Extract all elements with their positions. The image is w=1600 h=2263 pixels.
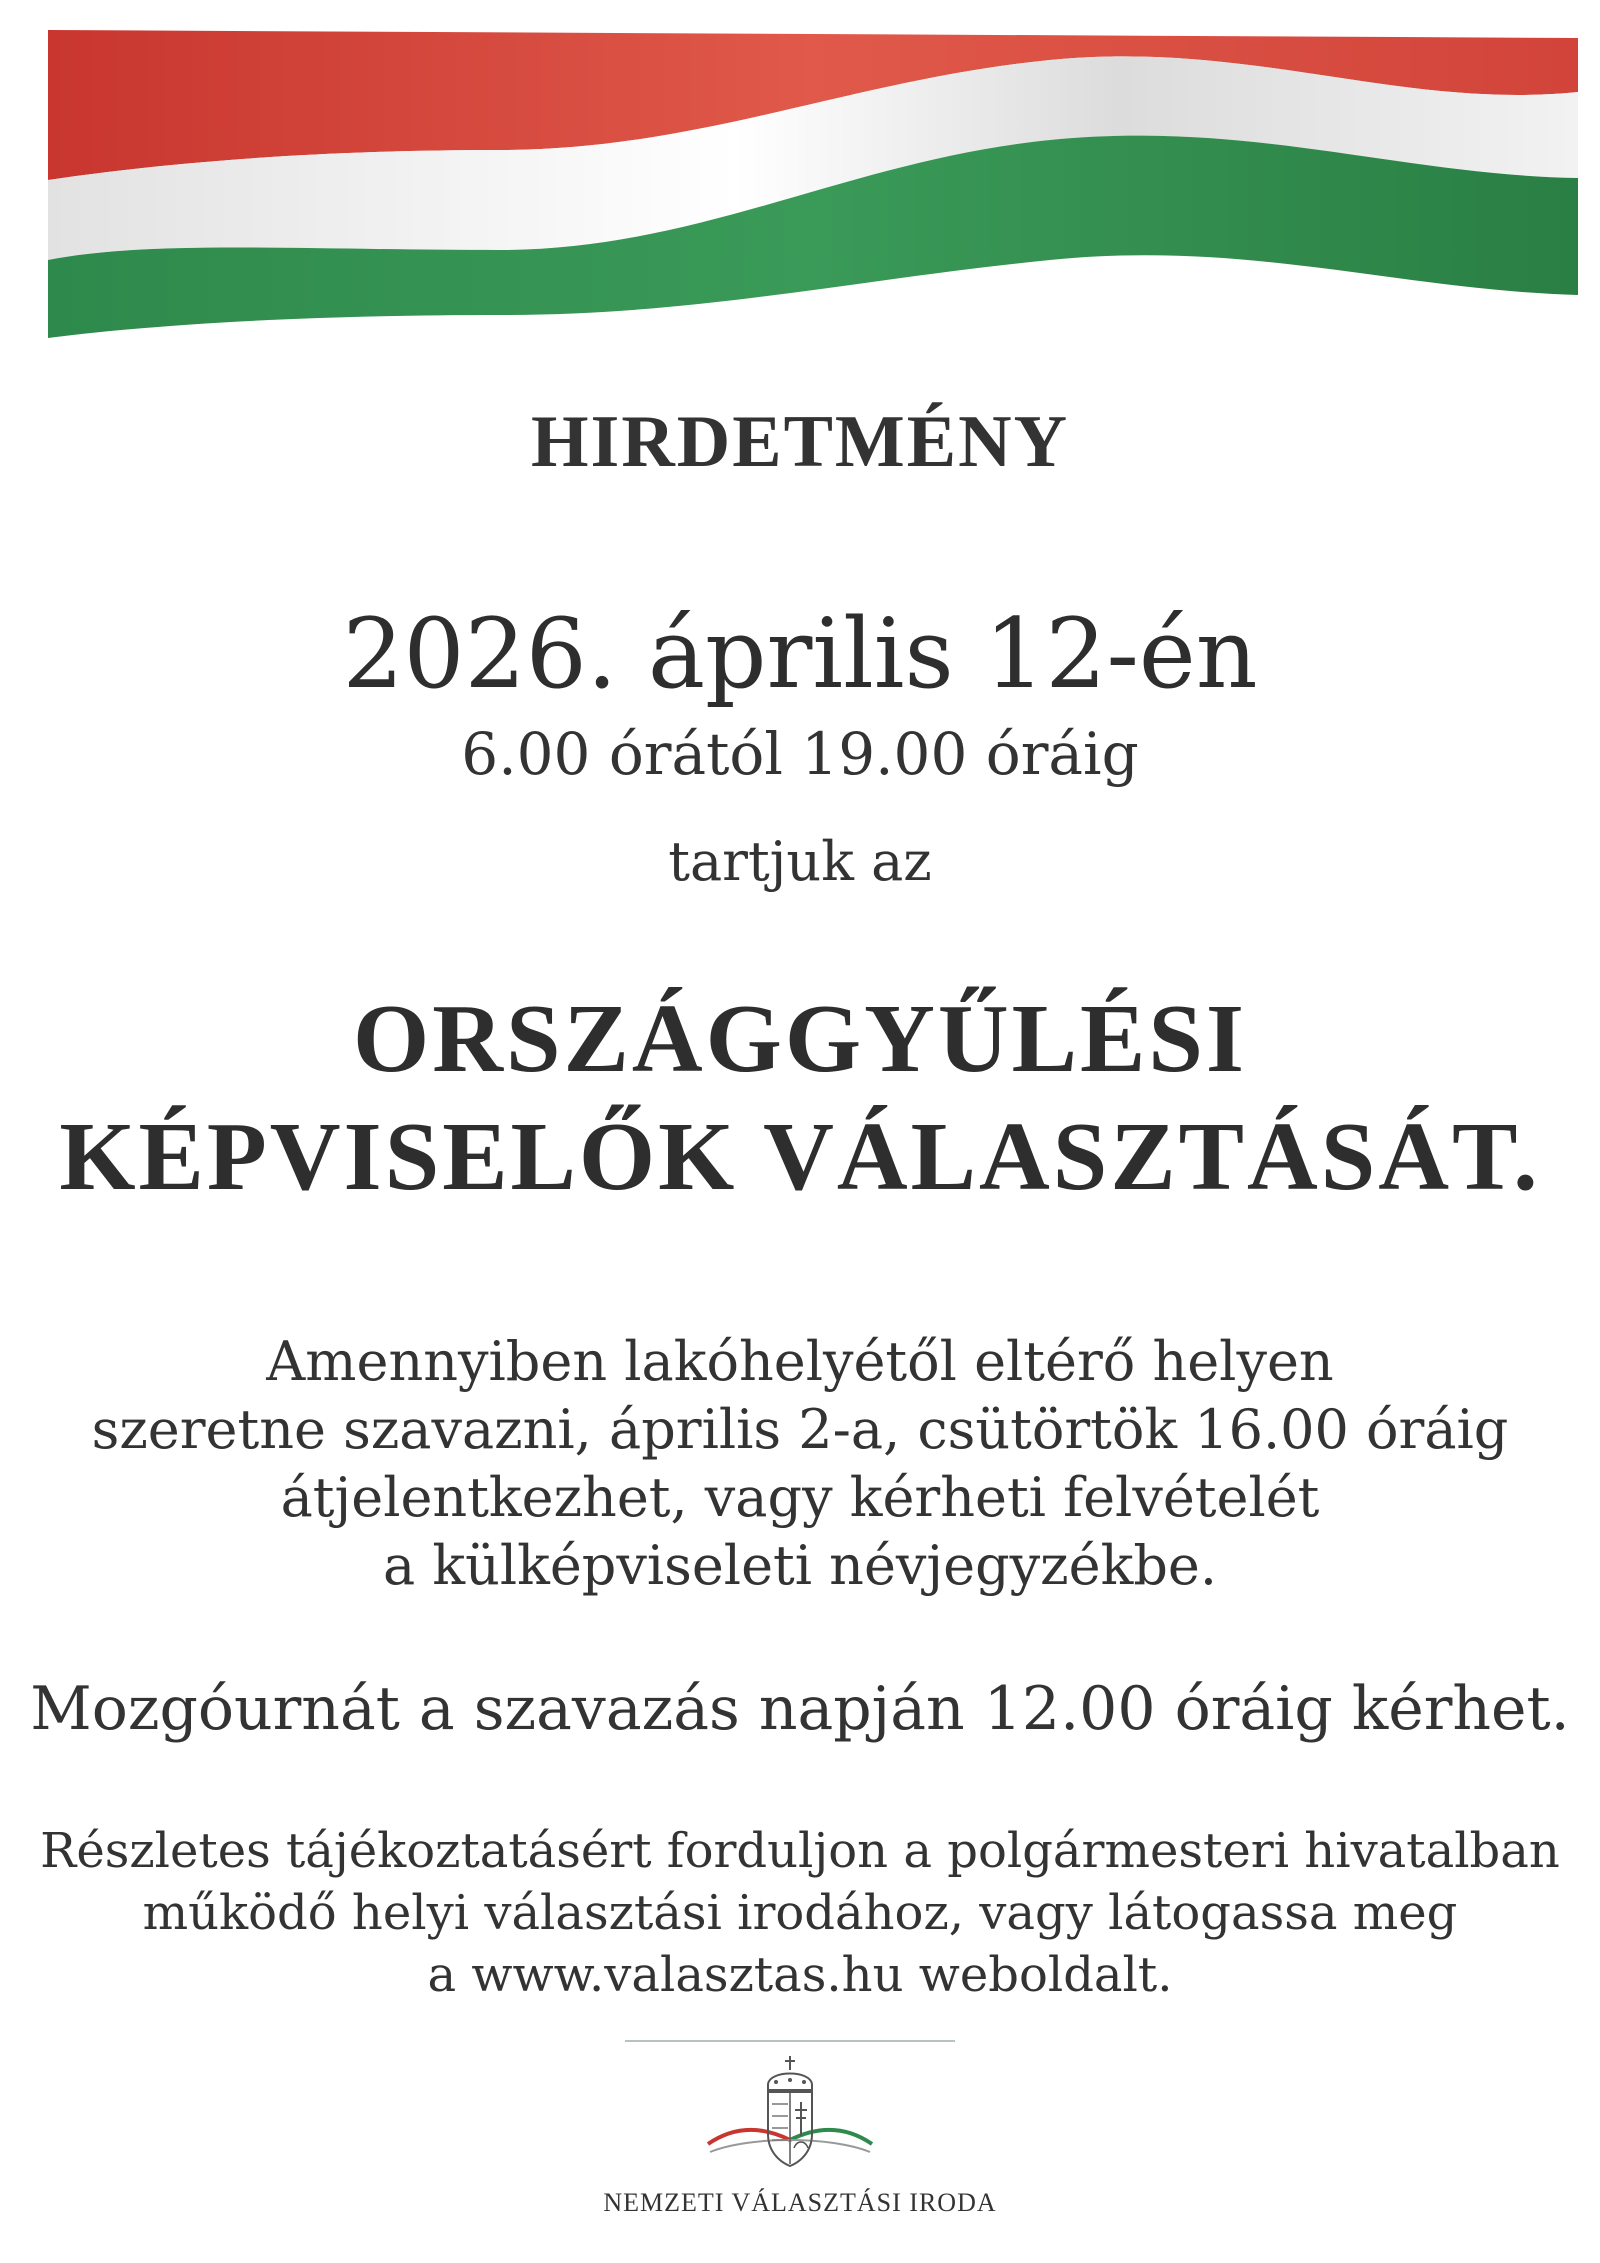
- divider: [625, 2040, 955, 2042]
- paragraph-line: a www.valasztas.hu weboldalt.: [427, 1947, 1173, 2003]
- notice-title: HIRDETMÉNY: [530, 401, 1070, 483]
- information-paragraph: [0, 1820, 1600, 2006]
- paragraph-line: működő helyi választási irodához, vagy látogassa meg: [142, 1885, 1458, 1941]
- paragraph-line: Részletes tájékoztatásért forduljon a polgármesteri hivatalban: [40, 1823, 1560, 1879]
- headline-line-1: ORSZÁGGYŰLÉSI: [352, 985, 1247, 1093]
- paragraph-line: Amennyiben lakóhelyétől eltérő helyen: [266, 1330, 1334, 1393]
- paragraph-line: átjelentkezhet, vagy kérheti felvételét: [280, 1466, 1320, 1529]
- election-date: 2026. április 12-én: [342, 598, 1258, 710]
- intro-text: tartjuk az: [668, 830, 932, 893]
- organization-name: NEMZETI VÁLASZTÁSI IRODA: [603, 2188, 997, 2217]
- voting-hours: 6.00 órától 19.00 óráig: [461, 720, 1139, 788]
- election-headline: [0, 980, 1600, 1216]
- paragraph-line: szeretne szavazni, április 2-a, csütörtök 16.00 óráig: [91, 1398, 1509, 1461]
- headline-line-2: KÉPVISELŐK VÁLASZTÁSÁT.: [59, 1103, 1541, 1211]
- hungarian-flag-banner: [0, 0, 1600, 360]
- mobile-ballot-box-paragraph: Mozgóurnát a szavazás napján 12.00 óráig kérhet.: [30, 1674, 1570, 1744]
- hungarian-coat-of-arms-icon: [700, 2052, 880, 2177]
- paragraph-line: a külképviseleti névjegyzékbe.: [382, 1534, 1218, 1597]
- registration-paragraph: [0, 1328, 1600, 1600]
